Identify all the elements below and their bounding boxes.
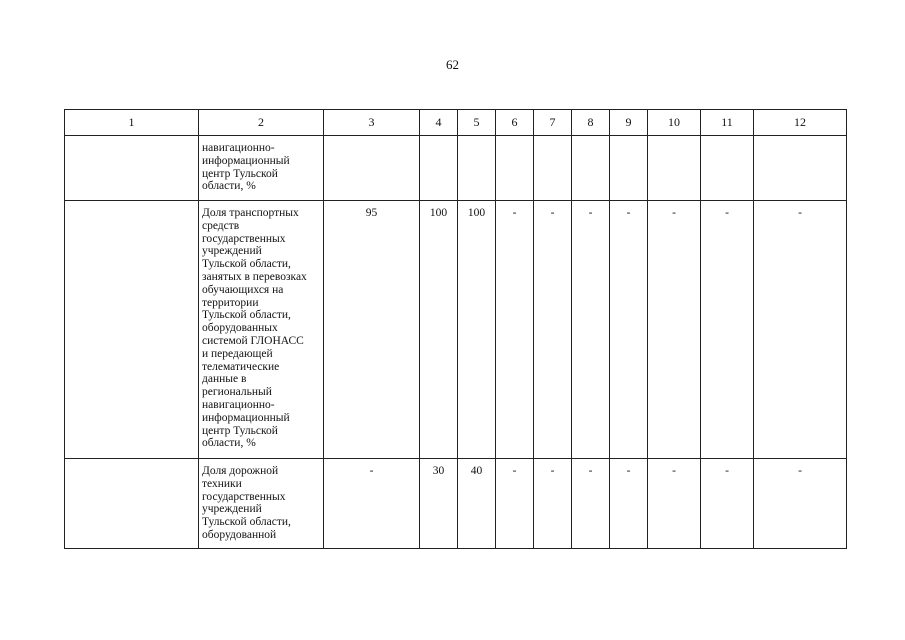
column-header: 5 [458, 110, 496, 136]
value-cell: - [496, 201, 534, 459]
value-cell: - [610, 201, 648, 459]
column-header: 11 [701, 110, 754, 136]
column-header: 12 [754, 110, 847, 136]
column-header: 4 [420, 110, 458, 136]
value-cell: - [754, 201, 847, 459]
row-number-cell [65, 459, 199, 549]
page-number: 62 [446, 57, 459, 72]
value-cell [610, 136, 648, 201]
value-cell [754, 136, 847, 201]
indicator-name-cell [199, 459, 324, 549]
indicator-name-text: навигационно- информационный центр Тульской области, % [202, 142, 290, 193]
value-cell: - [610, 459, 648, 549]
table-header-row [65, 110, 847, 136]
value-cell [458, 136, 496, 201]
column-header: 8 [572, 110, 610, 136]
value-cell: - [648, 201, 701, 459]
value-cell: - [701, 201, 754, 459]
value-cell: - [701, 459, 754, 549]
indicator-name-cell [199, 201, 324, 459]
value-cell: - [534, 459, 572, 549]
column-header: 6 [496, 110, 534, 136]
row-number-cell [65, 136, 199, 201]
value-cell: - [754, 459, 847, 549]
indicator-name-cell [199, 136, 324, 201]
value-cell [534, 136, 572, 201]
value-cell: - [572, 459, 610, 549]
value-cell: - [572, 201, 610, 459]
column-header: 1 [65, 110, 199, 136]
column-header: 3 [324, 110, 420, 136]
value-cell: - [648, 459, 701, 549]
table-row [65, 201, 847, 459]
column-header: 7 [534, 110, 572, 136]
value-cell [648, 136, 701, 201]
value-cell: 100 [458, 201, 496, 459]
value-cell [701, 136, 754, 201]
column-header: 9 [610, 110, 648, 136]
value-cell: - [534, 201, 572, 459]
column-header: 10 [648, 110, 701, 136]
column-header: 2 [199, 110, 324, 136]
value-cell [324, 136, 420, 201]
indicator-table [64, 109, 847, 549]
value-cell: - [496, 459, 534, 549]
value-cell: 95 [324, 201, 420, 459]
value-cell [420, 136, 458, 201]
indicator-name-text: Доля транспортных средств государственных учреждений Тульской области, занятых в перевозках обучающихся на территории Тульской области, оборудованных системой ГЛОНАСС и передающей телематические данные в региональный навигационно- информационный центр Тульской области, % [202, 207, 307, 450]
value-cell [572, 136, 610, 201]
table-row [65, 459, 847, 549]
row-number-cell [65, 201, 199, 459]
indicator-name-text: Доля дорожной техники государственных учреждений Тульской области, оборудованной [202, 465, 291, 541]
value-cell: 40 [458, 459, 496, 549]
value-cell [496, 136, 534, 201]
value-cell: 100 [420, 201, 458, 459]
value-cell: 30 [420, 459, 458, 549]
value-cell: - [324, 459, 420, 549]
table-row [65, 136, 847, 201]
